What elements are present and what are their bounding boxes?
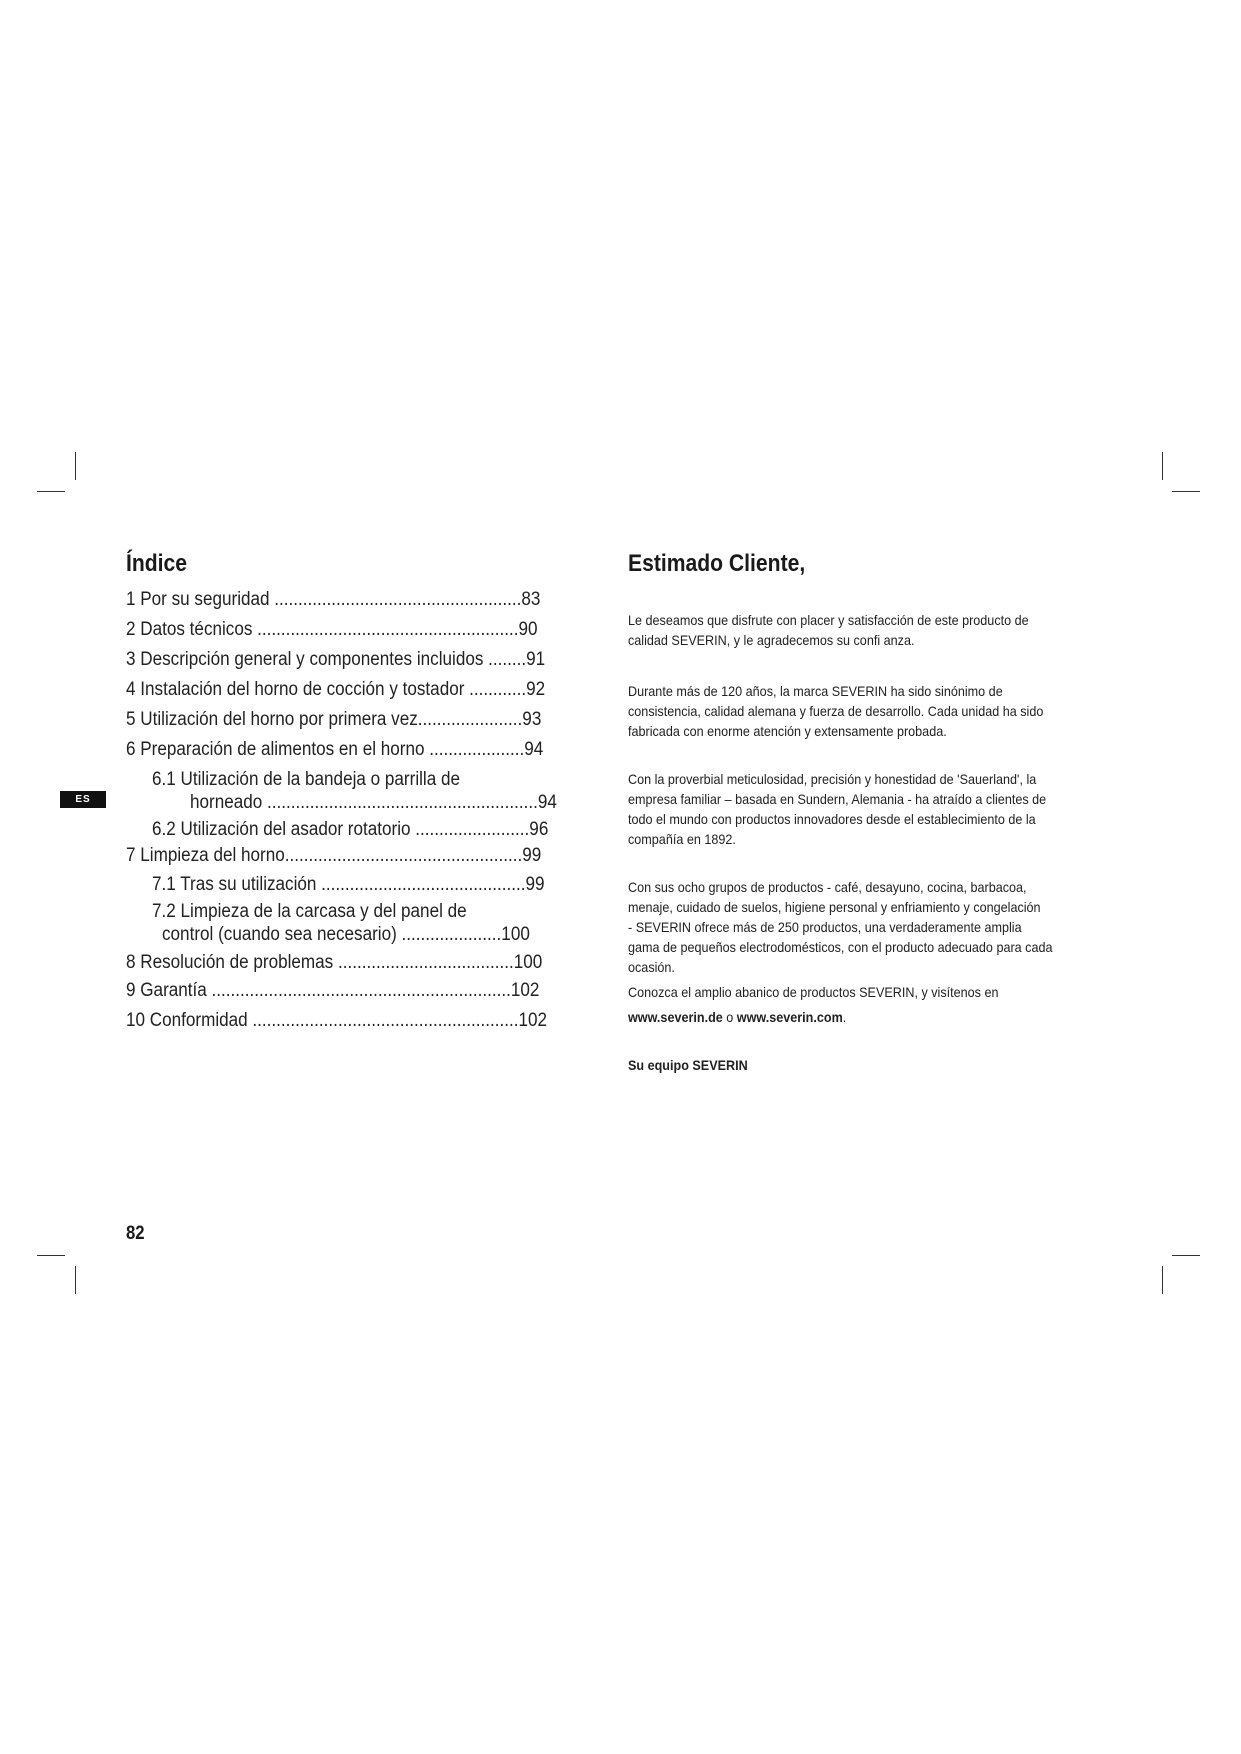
text-line: ocasión. [628, 959, 675, 975]
toc-entry[interactable]: 3 Descripción general y componentes incluidos ........91 [126, 649, 546, 670]
toc-entry[interactable]: 5 Utilización del horno por primera vez......................93 [126, 709, 542, 730]
toc-entry[interactable]: 7.1 Tras su utilización ...........................................99 [152, 874, 545, 895]
crop-mark [37, 491, 65, 492]
text-line: empresa familiar – basada en Sundern, Alemania - ha atraído a clientes de [628, 791, 1047, 807]
toc-entry[interactable]: 6.2 Utilización del asador rotatorio ........................96 [152, 819, 549, 840]
text-line: Con la proverbial meticulosidad, precisión y honestidad de 'Sauerland', la [628, 771, 1037, 787]
toc-entry[interactable]: 7.2 Limpieza de la carcasa y del panel de [152, 901, 467, 922]
text-line: todo el mundo con productos innovadores desde el establecimiento de la [628, 811, 1036, 827]
toc-entry[interactable]: 8 Resolución de problemas .....................................100 [126, 952, 543, 973]
website-links [628, 1007, 1069, 1027]
toc-entry[interactable]: 10 Conformidad ........................................................102 [126, 1010, 548, 1031]
toc-entry[interactable]: 9 Garantía ...............................................................102 [126, 980, 540, 1001]
link-separator: o [722, 1009, 737, 1025]
link-severin-com[interactable]: www.severin.com [736, 1009, 843, 1025]
paragraph-products [628, 877, 1069, 977]
toc-entry[interactable]: horneado .........................................................94 [190, 792, 557, 813]
crop-mark [1162, 452, 1163, 480]
toc-entry[interactable]: 4 Instalación del horno de cocción y tostador ............92 [126, 679, 546, 700]
toc-entry[interactable]: control (cuando sea necesario) .....................100 [162, 924, 530, 945]
paragraph-visit [628, 982, 1069, 1002]
toc-entry[interactable]: 7 Limpieza del horno..................................................99 [126, 845, 542, 866]
text-line: consistencia, calidad alemana y fuerza de desarrollo. Cada unidad ha sido [628, 703, 1044, 719]
crop-mark [1162, 1266, 1163, 1294]
toc-entry[interactable]: 1 Por su seguridad ....................................................83 [126, 589, 541, 610]
toc-entry[interactable]: 2 Datos técnicos .......................................................90 [126, 619, 538, 640]
crop-mark [75, 1266, 76, 1294]
signature [628, 1055, 1069, 1075]
text-line: Conozca el amplio abanico de productos SEVERIN, y visítenos en [628, 984, 999, 1000]
text-line: compañía en 1892. [628, 831, 736, 847]
language-tab: ES [60, 791, 106, 808]
toc-entry[interactable]: 6 Preparación de alimentos en el horno ....................94 [126, 739, 544, 760]
toc-entry[interactable]: 6.1 Utilización de la bandeja o parrilla de [152, 769, 460, 790]
link-severin-de[interactable]: www.severin.de [628, 1009, 723, 1025]
text-line: gama de pequeños electrodomésticos, con el producto adecuado para cada [628, 939, 1053, 955]
paragraph-history [628, 681, 1069, 741]
crop-mark [37, 1255, 65, 1256]
crop-mark [1172, 491, 1200, 492]
link-period: . [842, 1009, 847, 1025]
text-line: fabricada con enorme atención y extensamente probada. [628, 723, 947, 739]
paragraph-welcome [628, 610, 1069, 650]
text-line: calidad SEVERIN, y le agradecemos su confi anza. [628, 632, 915, 648]
text-line: - SEVERIN ofrece más de 250 productos, una verdaderamente amplia [628, 919, 1022, 935]
page-number: 82 [126, 1223, 145, 1244]
letter-title: Estimado Cliente, [628, 550, 806, 577]
crop-mark [1172, 1255, 1200, 1256]
links-line [628, 1007, 1069, 1027]
text-line: Le deseamos que disfrute con placer y satisfacción de este producto de [628, 612, 1029, 628]
text-line: menaje, cuidado de suelos, higiene personal y enfriamiento y congelación [628, 899, 1041, 915]
signature-text: Su equipo SEVERIN [628, 1057, 748, 1073]
toc-title: Índice [126, 550, 188, 577]
text-line: Con sus ocho grupos de productos - café, desayuno, cocina, barbacoa, [628, 879, 1027, 895]
crop-mark [75, 452, 76, 480]
text-line: Durante más de 120 años, la marca SEVERIN ha sido sinónimo de [628, 683, 1003, 699]
paragraph-company [628, 769, 1069, 849]
